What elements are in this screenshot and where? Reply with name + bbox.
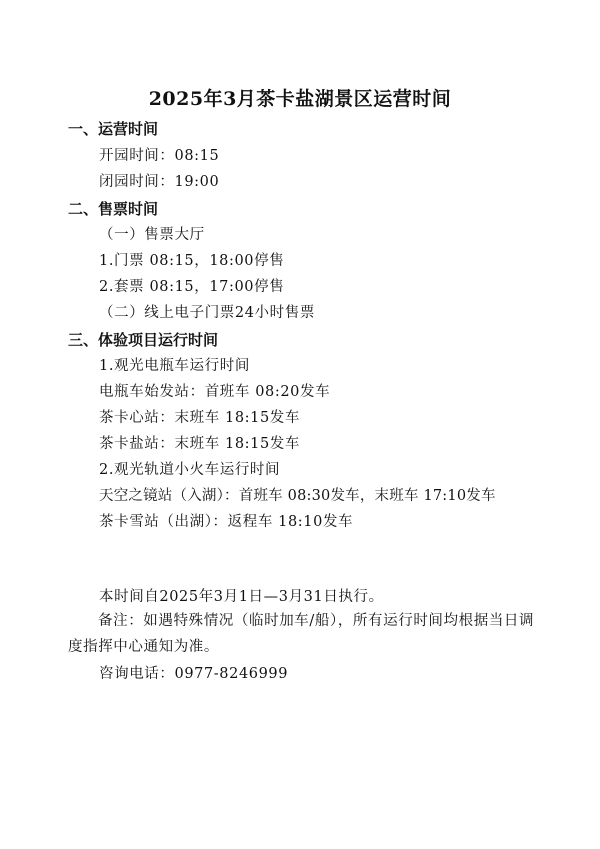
train-station-chakaxue: 茶卡雪站（出湖）：返程车 18:10发车	[99, 514, 354, 530]
train-station-sky-mirror: 天空之镜站（入湖）：首班车 08:30发车，末班车 17:10发车	[99, 488, 496, 504]
closing-time: 闭园时间：19:00	[99, 174, 220, 190]
ticket-single-hours: 1.门票 08:15，18:00停售	[99, 253, 285, 269]
effective-period: 本时间自2025年3月1日—3月31日执行。	[99, 589, 384, 605]
train-heading: 2.观光轨道小火车运行时间	[99, 462, 281, 478]
section-heading-operating-hours: 一、运营时间	[68, 120, 159, 138]
opening-time: 开园时间：08:15	[99, 148, 220, 164]
remark-note: 备注：如遇特殊情况（临时加车/船），所有运行时间均根据当日调度指挥中心通知为准。	[68, 613, 535, 655]
shuttle-station-chakaxin: 茶卡心站：末班车 18:15发车	[99, 410, 300, 426]
shuttle-origin-station: 电瓶车始发站：首班车 08:20发车	[99, 384, 331, 400]
online-ticket-note: （二）线上电子门票24小时售票	[99, 305, 315, 321]
shuttle-bus-heading: 1.观光电瓶车运行时间	[99, 358, 250, 374]
ticket-package-hours: 2.套票 08:15，17:00停售	[99, 279, 285, 295]
page-title: 2025年3月茶卡盐湖景区运营时间	[148, 88, 452, 110]
section-heading-ticketing: 二、售票时间	[68, 200, 159, 218]
shuttle-station-chakayan: 茶卡盐站：末班车 18:15发车	[99, 436, 300, 452]
section-heading-attractions: 三、体验项目运行时间	[68, 331, 219, 349]
consultation-phone: 咨询电话：0977-8246999	[99, 666, 289, 682]
ticket-hall-label: （一）售票大厅	[99, 227, 205, 243]
